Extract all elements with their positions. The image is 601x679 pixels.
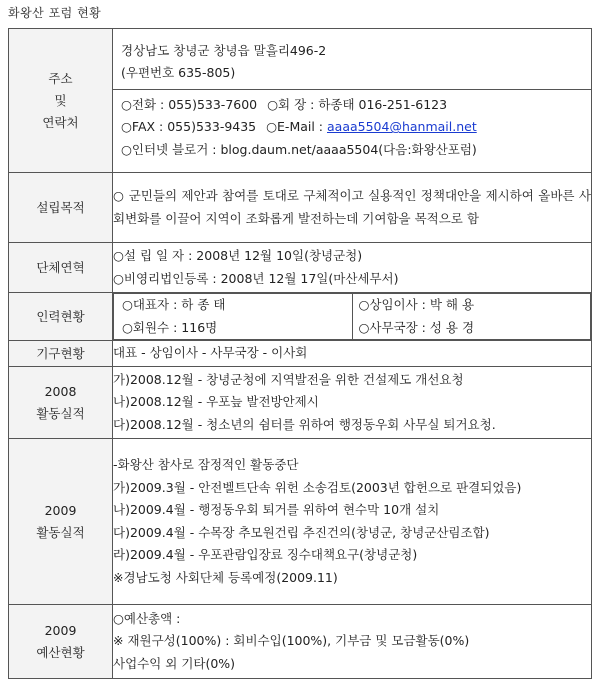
budget-2009-title: 예산현황: [36, 644, 85, 660]
activity-2009-item: ※경남도청 사회단체 등록예정(2009.11): [113, 569, 338, 585]
standing-director: ○상임이사 : 박 해 용: [358, 297, 475, 312]
history-line-1: ○설 립 일 자 : 2008년 12월 10일(창녕군청): [113, 248, 363, 263]
address-label-line-1: 주소: [48, 70, 73, 86]
budget-2009-content: [113, 605, 592, 679]
budget-total: ○예산총액 :: [113, 610, 181, 626]
address-content: [113, 29, 592, 173]
personnel-right: [352, 294, 591, 340]
structure-row: [9, 341, 592, 367]
activities-2009-title: 활동실적: [36, 524, 85, 540]
personnel-label: 인력현황: [9, 293, 113, 341]
personnel-left: [114, 294, 353, 340]
budget-2009-row: [9, 605, 592, 679]
funding-composition: ※ 재원구성(100%) : 회비수입(100%), 기부금 및 모금활동(0%): [113, 633, 470, 649]
activity-2009-item: 나)2009.4월 - 행정동우회 퇴거를 위하여 현수막 10개 설치: [113, 502, 440, 517]
activity-2009-item: 다)2009.4월 - 수목장 추모원건립 추진건의(창녕군, 창녕군산림조합): [113, 524, 490, 540]
history-content: [113, 243, 592, 293]
structure-content: [113, 341, 592, 367]
activities-2008-year: 2008: [44, 383, 77, 399]
budget-2009-year: 2009: [44, 622, 77, 638]
activities-2008-row: [9, 367, 592, 439]
structure-text: 대표 - 상임이사 - 사무국장 - 이사회: [113, 345, 308, 361]
address-label-line-3: 연락처: [42, 114, 79, 130]
postal-code: (우편번호 635-805): [121, 65, 236, 81]
address-block: [113, 36, 591, 90]
secretary-general: ○사무국장 : 성 용 경: [358, 319, 475, 335]
activities-2009-year: 2009: [44, 502, 77, 518]
activities-2009-content: [113, 439, 592, 605]
structure-label: 기구현황: [9, 341, 113, 367]
personnel-content: [113, 293, 592, 341]
chair-contact: ○회 장 : 하종태 016-251-6123: [267, 96, 448, 112]
activity-2008-item: 가)2008.12월 - 창녕군청에 지역발전을 위한 건설제도 개선요청: [113, 371, 464, 387]
activities-2009-row: [9, 439, 592, 605]
activity-2009-item: 라)2009.4월 - 우포관람입장료 징수대책요구(창녕군청): [113, 547, 418, 562]
purpose-label: 설립목적: [9, 173, 113, 243]
phone-number: ○전화 : 055)533-7600: [121, 96, 258, 112]
history-row: [9, 243, 592, 293]
document-title: 화왕산 포럼 현황: [8, 6, 102, 20]
fax-number: ○FAX : 055)533-9435: [121, 119, 257, 135]
activity-2009-item: -화왕산 참사로 잠정적인 활동중단: [113, 457, 299, 472]
purpose-content: [113, 173, 592, 243]
activity-2009-item: 가)2009.3월 - 안전벨트단속 위헌 소송검토(2003년 합헌으로 판결되었음): [113, 479, 522, 495]
budget-2009-label: [9, 605, 113, 679]
contact-block: [113, 90, 591, 166]
purpose-text: ○ 군민들의 제안과 참여를 토대로 구체적이고 실용적인 정책대안을 제시하여 올바른 사회변화를 이끌어 지역이 조화롭게 발전하는데 기여함을 목적으로 함: [113, 188, 591, 226]
history-label: 단체연혁: [9, 243, 113, 293]
address-label: [9, 29, 113, 173]
history-line-2: ○비영리법인등록 : 2008년 12월 17일(마산세무서): [113, 270, 399, 286]
blog-line: ○인터넷 블로거 : blog.daum.net/aaaa5504(다음:화왕산포럼): [121, 141, 477, 157]
fax-email-line: [121, 116, 585, 139]
activities-2008-content: [113, 367, 592, 439]
activity-2008-item: 나)2008.12월 - 우포늪 발전방안제시: [113, 394, 319, 410]
phone-chair-line: [121, 94, 585, 117]
activity-2008-item: 다)2008.12월 - 청소년의 쉼터를 위하여 행정동우회 사무실 퇴거요청.: [113, 416, 496, 432]
purpose-row: [9, 173, 592, 243]
personnel-grid: [113, 293, 591, 340]
business-income: 사업수익 외 기타(0%): [113, 655, 236, 671]
address-label-line-2: 및: [54, 92, 67, 108]
street-address: 경상남도 창녕군 창녕읍 말흘리496-2: [121, 42, 327, 58]
email-link[interactable]: aaaa5504@hanmail.net: [327, 119, 477, 135]
member-count: ○회원수 : 116명: [122, 319, 218, 335]
address-row: [9, 29, 592, 173]
activities-2009-label: [9, 439, 113, 605]
activities-2008-title: 활동실적: [36, 405, 85, 421]
email-label: ○E-Mail :: [266, 119, 327, 135]
activities-2008-label: [9, 367, 113, 439]
forum-status-table: [8, 28, 592, 679]
personnel-row: [9, 293, 592, 341]
representative: ○대표자 : 하 종 태: [122, 297, 226, 312]
